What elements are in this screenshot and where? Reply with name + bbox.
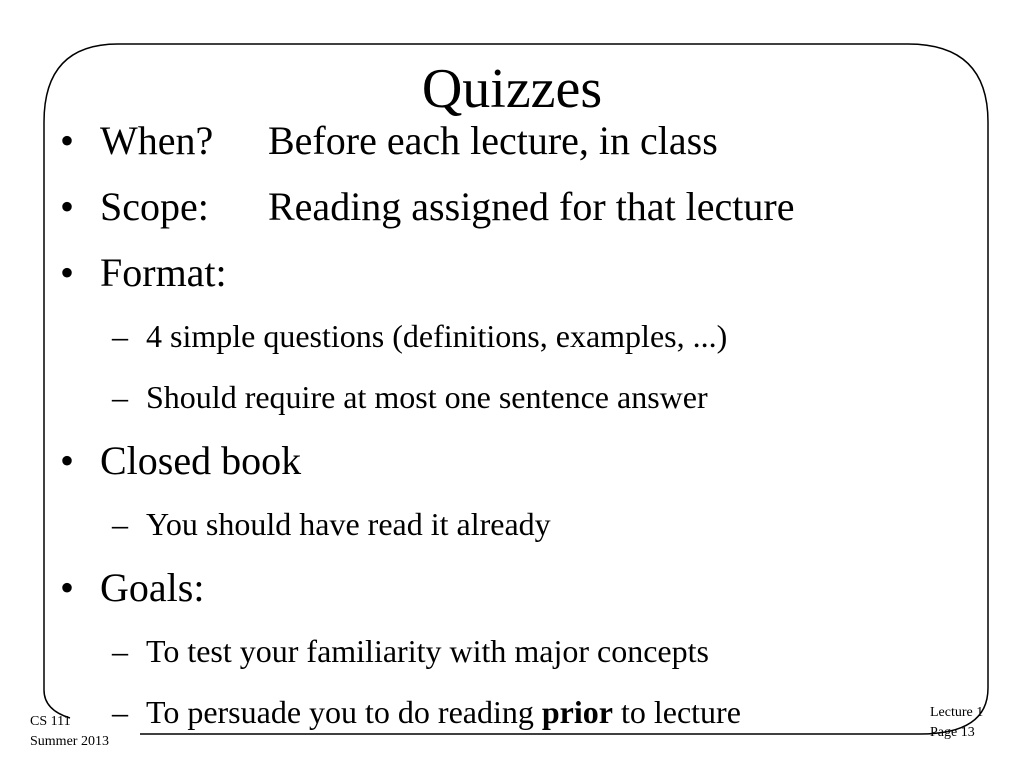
- bullet-label: Closed book: [100, 438, 302, 483]
- subitem-goals-test: [60, 625, 960, 686]
- subitem-goals-persuade: [60, 686, 960, 747]
- footer-course-name: CS 111: [30, 714, 71, 729]
- bullet-icon: •: [60, 118, 75, 163]
- bullet-icon: •: [60, 438, 75, 483]
- subitem-text: To test your familiarity with major concepts: [146, 633, 709, 669]
- subitem-text-emphasis: prior: [541, 694, 613, 730]
- dash-icon: –: [112, 506, 128, 542]
- bullet-icon: •: [60, 184, 75, 229]
- footer-page-number: Page 13: [930, 725, 975, 740]
- footer-term: Summer 2013: [30, 734, 109, 749]
- subitem-closed-book: [60, 498, 960, 559]
- bullet-closed-book: [60, 432, 960, 498]
- dash-icon: –: [112, 694, 128, 730]
- bullet-text: Reading assigned for that lecture: [268, 184, 795, 229]
- bullet-label: Goals:: [100, 565, 205, 610]
- dash-icon: –: [112, 633, 128, 669]
- subitem-text: 4 simple questions (definitions, examples, ...): [146, 318, 728, 354]
- dash-icon: –: [112, 379, 128, 415]
- subitem-format-questions: [60, 310, 960, 371]
- bullet-goals: [60, 559, 960, 625]
- bullet-text: Before each lecture, in class: [268, 118, 718, 163]
- slide-title: Quizzes: [421, 58, 603, 120]
- bullet-icon: •: [60, 565, 75, 610]
- bullet-label: Scope:: [100, 184, 209, 229]
- footer-page-info: [930, 703, 983, 743]
- bullet-scope: [60, 178, 960, 244]
- slide-content: [60, 112, 960, 747]
- subitem-text-after: to lecture: [612, 694, 741, 730]
- footer-course-info: [30, 712, 109, 752]
- bullet-label: When?: [100, 118, 214, 163]
- bullet-when: [60, 112, 960, 178]
- dash-icon: –: [112, 318, 128, 354]
- bullet-label: Format:: [100, 250, 227, 295]
- subitem-text-before: To persuade you to do reading: [146, 694, 542, 730]
- subitem-text: You should have read it already: [146, 506, 551, 542]
- subitem-format-answer: [60, 371, 960, 432]
- subitem-text: [146, 686, 741, 738]
- subitem-text: Should require at most one sentence answer: [146, 379, 708, 415]
- footer-lecture-number: Lecture 1: [930, 705, 984, 720]
- bullet-icon: •: [60, 250, 75, 295]
- bullet-format: [60, 244, 960, 310]
